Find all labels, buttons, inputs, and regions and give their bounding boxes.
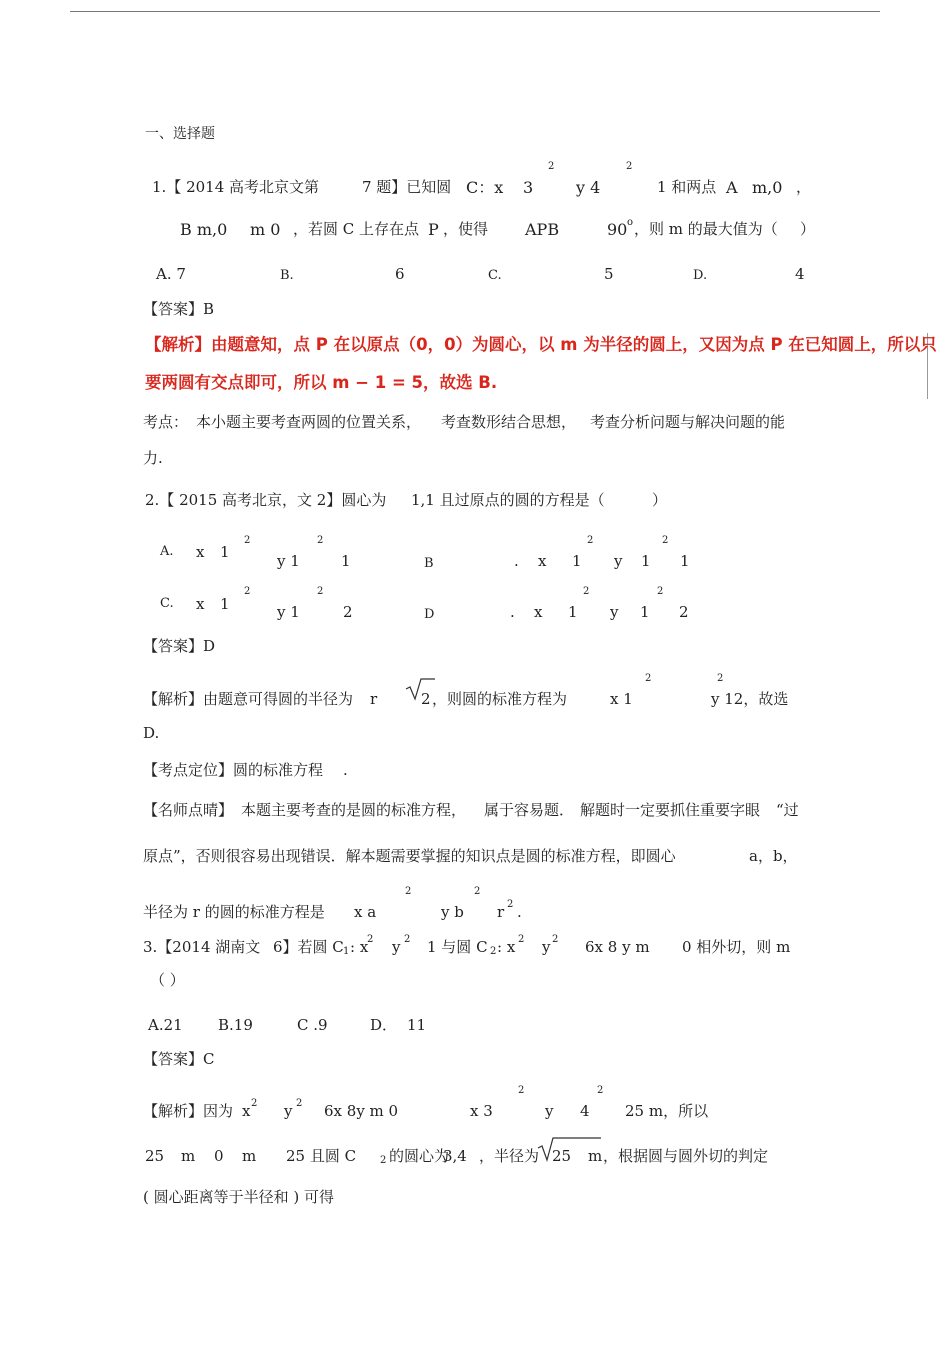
math: x [196,543,205,561]
q2-mingshi: 半径为 r 的圆的标准方程是 [143,903,325,921]
q1-text: P [428,220,439,239]
exponent: 2 [587,535,594,546]
math: 1 [341,552,351,570]
q3-stem: 1 与圆 C [427,938,488,956]
q1-text: y 4 [576,178,601,197]
q1-text: B m,0 [180,220,228,239]
exponent: 2 [405,886,412,897]
math: x a [354,903,377,921]
subscript: 2 [380,1155,387,1166]
q2-option-d: D [424,607,435,622]
exponent: 2 [518,934,525,945]
math: 25 [145,1147,165,1165]
q2-stem: 1,1 且过原点的圆的方程是（ [411,491,605,509]
q1-text: ，则 m 的最大值为（ [634,220,778,238]
q1-text: 90 [607,220,628,239]
q3-stem: 6】若圆 C [273,938,344,956]
q1-option-c-value: 5 [604,265,614,283]
exponent: 2 [404,934,411,945]
q3-stem: y [542,938,551,956]
math: y [284,1102,293,1120]
q3-option-d: D． [370,1016,398,1034]
q3-analysis: 的圆心为 [389,1147,450,1165]
q2-option-a: A. [160,544,174,559]
math: y b [441,903,464,921]
q2-mingshi: 本题主要考查的是圆的标准方程， [241,801,467,819]
q1-text: m,0 [752,178,783,197]
q2-mingshi: “过 [776,801,799,819]
math: y [610,603,619,621]
math: y [614,552,623,570]
exponent: 2 [645,673,652,684]
q1-option-d-value: 4 [795,265,805,283]
math: 6x 8y m 0 [324,1102,399,1120]
exponent: 2 [296,1098,303,1109]
exponent: 2 [317,535,324,546]
q2-answer: 【答案】D [143,637,216,655]
exponent: 2 [626,161,633,172]
math: r [370,690,378,708]
q2-option-c: C. [160,596,174,611]
math: 2 [343,603,353,621]
q1-kaodian: 本小题主要考查两圆的位置关系， [196,413,422,431]
q2-kaodian: 【考点定位】圆的标准方程 [143,761,324,779]
exponent: 2 [657,586,664,597]
q3-option-c: C .9 [297,1016,328,1034]
q2-option-b: B [424,556,434,571]
q1-text: 7 题】已知圆 [362,178,452,196]
q2-mingshi: 原点”，否则很容易出现错误．解本题需要掌握的知识点是圆的标准方程，即圆心 [143,847,676,865]
math: r [497,903,505,921]
q1-analysis-line2: 要两圆有交点即可，所以 m − 1 = 5，故选 B. [145,373,498,392]
exponent: 2 [597,1085,604,1096]
math: x [242,1102,251,1120]
q2-analysis-cont: D. [143,724,160,742]
math: x [538,552,547,570]
q1-text: APB [525,220,560,239]
exponent: o [627,217,634,228]
q1-text: m 0 [250,220,281,239]
q1-text: ， [796,178,812,196]
q1-answer: 【答案】B [143,300,215,318]
math: x 3 [470,1102,493,1120]
math: . [514,552,519,570]
subscript: 1 [343,946,350,957]
math: 1 [568,603,578,621]
q1-kaodian: 考查数形结合思想， [441,413,577,431]
q3-stem: y [392,938,401,956]
q1-option-c: C. [488,268,502,283]
exponent: 2 [317,586,324,597]
exponent: 2 [662,535,669,546]
math: x 1 [610,690,633,708]
math: 0 [214,1147,224,1165]
math: . [510,603,515,621]
exponent: 2 [552,934,559,945]
exponent: 2 [474,886,481,897]
q1-kaodian-cont: 力. [143,449,163,467]
q3-stem: 0 相外切，则 m [682,938,791,956]
exponent: 2 [583,586,590,597]
q1-text: 1 和两点 [657,178,717,196]
q2-mingshi: 属于容易题． [484,801,575,819]
q2-stem: ） [652,491,668,509]
math: 25 m，所以 [625,1102,709,1120]
q3-analysis: ，根据圆与圆外切的判定 [603,1147,769,1165]
q3-option-b: B.19 [218,1016,253,1034]
math: m [181,1147,196,1165]
q2-analysis: 【解析】由题意可得圆的半径为 [143,690,354,708]
math: y [545,1102,554,1120]
math: a，b， [749,847,798,865]
q3-answer: 【答案】C [143,1050,215,1068]
math: 1 [680,552,690,570]
q2-analysis: ，则圆的标准方程为 [432,690,568,708]
math: 1 [220,595,230,613]
q1-option-b: B. [280,268,294,283]
q3-stem: : x [350,938,369,956]
math: 25 [552,1147,572,1165]
q2-stem: 2.【 2015 高考北京，文 2】圆心为 [145,491,387,509]
q1-text: C：x [466,178,504,197]
q3-paren: （ ） [150,971,185,989]
q2-kaodian: . [343,761,348,779]
q3-analysis: ，半径为 [479,1147,540,1165]
exponent: 2 [548,161,555,172]
math: 1 [572,552,582,570]
q2-mingshi: 解题时一定要抓住重要字眼 [580,801,761,819]
math: 1 [641,552,651,570]
q1-option-b-value: 6 [395,265,405,283]
q1-text: A [726,178,738,197]
q1-kaodian: 考点： [143,413,189,431]
math: 1 [640,603,650,621]
q3-analysis-cont: ( 圆心距离等于半径和 ) 可得 [143,1188,335,1206]
exponent: 2 [244,586,251,597]
math: 3,4 [443,1147,467,1165]
q3-stem: 3.【2014 湖南文 [143,938,261,956]
q1-text: ） [800,220,816,238]
q1-analysis-line1: 【解析】由题意知，点 P 在以原点（0，0）为圆心，以 m 为半径的圆上，又因为点 P 在已知圆上，所以只 [145,335,937,354]
math: 4 [580,1102,590,1120]
q3-analysis: 【解析】因为 [143,1102,234,1120]
q1-text: 1.【 2014 高考北京文第 [152,178,320,196]
q1-option-a: A. 7 [156,265,186,283]
exponent: 2 [251,1098,258,1109]
math: x [534,603,543,621]
subscript: 2 [490,946,497,957]
q1-text: 3 [523,178,534,197]
math: m [242,1147,257,1165]
exponent: 2 [507,899,514,910]
math: . [517,903,522,921]
q3-option-d-value: 11 [407,1016,427,1034]
math: 2 [421,690,431,708]
q2-mingshi: 【名师点晴】 [143,801,234,819]
q3-analysis: 25 且圆 C [286,1147,357,1165]
math: y 1 [277,603,300,621]
math: 1 [220,543,230,561]
q3-stem: 6x 8 y m [585,938,650,956]
q1-kaodian: 考查分析问题与解决问题的能 [590,413,786,431]
exponent: 2 [717,673,724,684]
q3-option-a: A.21 [148,1016,183,1034]
section-title: 一、选择题 [145,126,215,142]
q2-analysis: y 12，故选 [711,690,789,708]
math: m [588,1147,603,1165]
q3-stem: : x [497,938,516,956]
q1-text: ，使得 [443,220,489,238]
math: y 1 [277,552,300,570]
exponent: 2 [367,934,374,945]
q1-option-d: D. [693,268,708,283]
math: x [196,595,205,613]
q1-text: ，若圆 C 上存在点 [293,220,420,238]
header-rule [70,11,880,12]
exponent: 2 [518,1085,525,1096]
math: 2 [679,603,689,621]
exponent: 2 [244,535,251,546]
